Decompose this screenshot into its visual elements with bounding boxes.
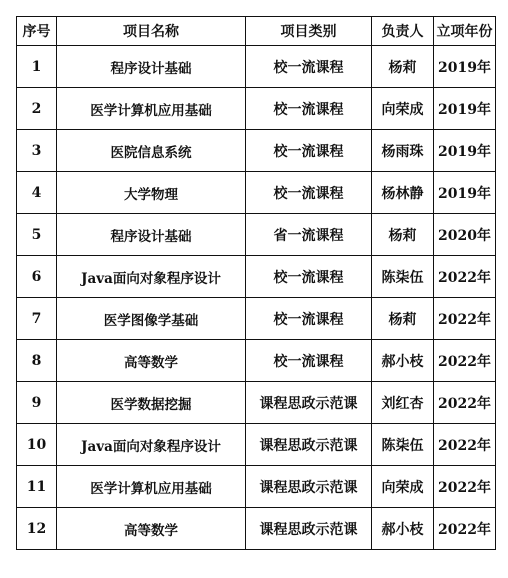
cell-owner: 杨雨珠 [372,130,434,172]
table-row [17,466,496,508]
cell-project-name: 高等数学 [57,340,246,382]
cell-index: 8 [17,340,57,382]
cell-year: 2022年 [434,508,496,550]
cell-project-name: 大学物理 [57,172,246,214]
table-row [17,256,496,298]
table-row [17,424,496,466]
cell-index: 1 [17,46,57,88]
header-project-name: 项目名称 [57,17,246,46]
cell-project-name: Java面向对象程序设计 [57,424,246,466]
table-row [17,340,496,382]
cell-project-category: 课程思政示范课 [246,466,372,508]
cell-year: 2019年 [434,46,496,88]
cell-project-category: 校一流课程 [246,298,372,340]
cell-project-name: 医学数据挖掘 [57,382,246,424]
cell-project-category: 课程思政示范课 [246,508,372,550]
cell-project-category: 校一流课程 [246,172,372,214]
cell-project-category: 校一流课程 [246,88,372,130]
cell-year: 2019年 [434,172,496,214]
cell-index: 9 [17,382,57,424]
header-year: 立项年份 [434,17,496,46]
cell-index: 7 [17,298,57,340]
cell-owner: 杨莉 [372,46,434,88]
cell-year: 2022年 [434,340,496,382]
header-owner: 负责人 [372,17,434,46]
cell-index: 12 [17,508,57,550]
cell-index: 2 [17,88,57,130]
cell-project-category: 校一流课程 [246,340,372,382]
cell-project-name: Java面向对象程序设计 [57,256,246,298]
cell-index: 6 [17,256,57,298]
cell-project-category: 校一流课程 [246,130,372,172]
table-row [17,172,496,214]
cell-owner: 向荣成 [372,88,434,130]
cell-project-name: 医学图像学基础 [57,298,246,340]
table-row [17,46,496,88]
cell-project-category: 课程思政示范课 [246,424,372,466]
cell-year: 2019年 [434,130,496,172]
cell-owner: 陈柒伍 [372,256,434,298]
table-row [17,382,496,424]
cell-index: 4 [17,172,57,214]
cell-project-category: 课程思政示范课 [246,382,372,424]
cell-owner: 刘红杏 [372,382,434,424]
cell-project-category: 校一流课程 [246,256,372,298]
cell-owner: 郝小枝 [372,508,434,550]
cell-index: 5 [17,214,57,256]
table-header-row [17,17,496,46]
cell-project-name: 程序设计基础 [57,46,246,88]
table-row [17,298,496,340]
cell-index: 11 [17,466,57,508]
table-row [17,130,496,172]
cell-year: 2019年 [434,88,496,130]
cell-owner: 杨林静 [372,172,434,214]
cell-owner: 杨莉 [372,298,434,340]
cell-year: 2022年 [434,256,496,298]
cell-index: 3 [17,130,57,172]
project-table-container [16,16,496,550]
cell-owner: 陈柒伍 [372,424,434,466]
cell-owner: 向荣成 [372,466,434,508]
cell-year: 2022年 [434,298,496,340]
cell-owner: 杨莉 [372,214,434,256]
table-row [17,508,496,550]
project-table [16,16,496,550]
cell-year: 2022年 [434,466,496,508]
cell-project-category: 校一流课程 [246,46,372,88]
cell-project-name: 医院信息系统 [57,130,246,172]
cell-year: 2020年 [434,214,496,256]
table-row [17,214,496,256]
cell-owner: 郝小枝 [372,340,434,382]
header-project-category: 项目类别 [246,17,372,46]
cell-project-name: 医学计算机应用基础 [57,88,246,130]
cell-project-name: 医学计算机应用基础 [57,466,246,508]
cell-project-category: 省一流课程 [246,214,372,256]
table-row [17,88,496,130]
cell-index: 10 [17,424,57,466]
cell-project-name: 高等数学 [57,508,246,550]
cell-project-name: 程序设计基础 [57,214,246,256]
cell-year: 2022年 [434,382,496,424]
header-index: 序号 [17,17,57,46]
cell-year: 2022年 [434,424,496,466]
